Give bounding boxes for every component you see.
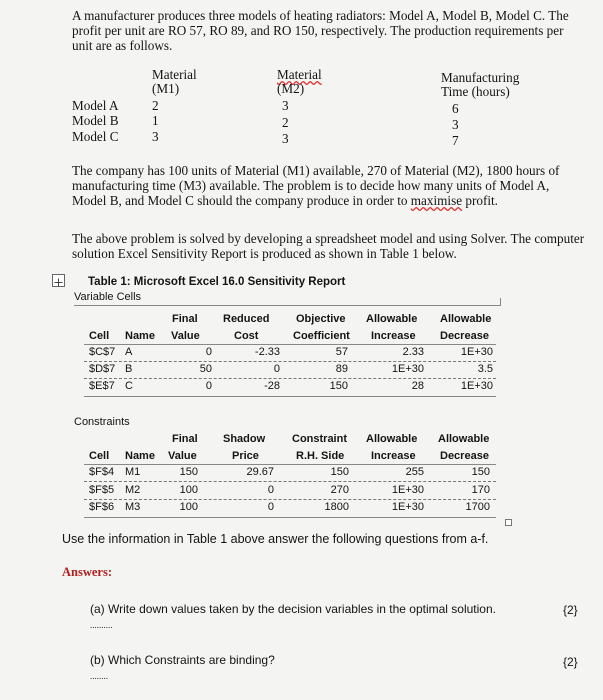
col-header-shadow: Shadow: [223, 433, 266, 445]
col-header-name: Name: [125, 330, 155, 342]
header-time-hours: Time (hours): [441, 84, 510, 99]
cell-shadow-price: 29.67: [246, 466, 274, 478]
constraints-heading: Constraints: [74, 416, 130, 428]
cell-allow-decrease: 1E+30: [460, 346, 493, 358]
cell-allow-decrease: 150: [471, 466, 490, 478]
cell-final-value: 0: [205, 380, 212, 392]
section-rule: [74, 305, 500, 306]
cell-allow-increase: 2.33: [402, 346, 424, 358]
cell-allow-increase: 1E+30: [391, 484, 424, 496]
col-header-allowable: Allowable: [366, 313, 418, 325]
table-bottom-rule: [84, 396, 496, 397]
spellcheck-word: maximise: [410, 193, 463, 208]
col-header-increase: Increase: [371, 450, 416, 462]
col-header-reduced: Reduced: [223, 313, 270, 325]
row-m1-value: 3: [152, 129, 159, 144]
cell-final-value: 150: [179, 466, 198, 478]
header-rule: [84, 464, 496, 465]
row-rule: [84, 499, 496, 500]
paragraph-text: The company has 100 units of Material (M1) available, 270 of Material (M2), 1800 hours of manufacturing time (M3) available. The problem is to decide how many units of Model A, Model B, and Model C should the company produce in order to: [72, 163, 560, 208]
table-move-handle-icon[interactable]: [52, 274, 65, 287]
header-material-m1: Material: [152, 67, 197, 82]
col-header-rhs: R.H. Side: [296, 450, 345, 462]
cell-objective-coef: 150: [329, 380, 348, 392]
cell-final-value: 100: [179, 501, 198, 513]
cell-objective-coef: 89: [335, 363, 348, 375]
row-m1-value: 1: [152, 113, 159, 128]
cell-allow-decrease: 1E+30: [460, 380, 493, 392]
col-header-cell: Cell: [89, 330, 110, 342]
row-time-value: 6: [452, 101, 459, 116]
cell-shadow-price: 0: [267, 501, 274, 513]
cell-ref: $C$7: [89, 346, 116, 358]
col-header-increase: Increase: [371, 330, 416, 342]
header-m1: (M1): [152, 81, 180, 96]
col-header-constraint: Constraint: [292, 433, 347, 445]
col-header-cell: Cell: [89, 450, 110, 462]
row-model-label: Model B: [72, 113, 119, 128]
cell-allow-increase: 1E+30: [391, 501, 424, 513]
cell-name: M2: [125, 484, 141, 496]
col-header-decrease: Decrease: [440, 330, 489, 342]
table-bottom-rule: [84, 517, 496, 518]
col-header-price: Price: [232, 450, 259, 462]
cell-objective-coef: 57: [335, 346, 348, 358]
cell-allow-increase: 28: [411, 380, 424, 392]
row-model-label: Model C: [72, 129, 119, 144]
answer-b-blank[interactable]: ........: [90, 671, 108, 681]
col-header-final: Final: [172, 313, 198, 325]
cell-name: B: [125, 363, 133, 375]
constraints-paragraph: [72, 163, 587, 208]
header-m2: (M2): [277, 81, 305, 96]
col-header-decrease: Decrease: [440, 450, 489, 462]
col-header-value: Value: [171, 330, 200, 342]
header-rule: [84, 344, 496, 345]
row-m2-value: 3: [282, 131, 289, 146]
section-rule-tick: [500, 298, 501, 306]
cell-rhs: 150: [330, 466, 349, 478]
move-cross-icon: [53, 277, 64, 288]
question-b-marks: {2}: [563, 655, 578, 669]
cell-shadow-price: 0: [267, 484, 274, 496]
question-a-marks: {2}: [563, 603, 578, 617]
report-title: Table 1: Microsoft Excel 16.0 Sensitivity Report: [88, 276, 346, 288]
col-header-allowable: Allowable: [366, 433, 418, 445]
cell-final-value: 0: [205, 346, 212, 358]
cell-reduced-cost: -28: [264, 380, 280, 392]
row-m2-value: 2: [282, 115, 289, 130]
cell-ref: $F$5: [89, 484, 115, 496]
cell-allow-increase: 255: [405, 466, 424, 478]
cell-rhs: 1800: [324, 501, 349, 513]
cell-final-value: 50: [199, 363, 212, 375]
row-m2-value: 3: [282, 98, 289, 113]
col-header-allowable: Allowable: [438, 433, 490, 445]
col-header-name: Name: [125, 450, 155, 462]
answers-label: Answers:: [62, 565, 112, 579]
cell-allow-decrease: 170: [471, 484, 490, 496]
cell-ref: $F$4: [89, 466, 115, 478]
cell-reduced-cost: -2.33: [254, 346, 280, 358]
header-material-m2: Material: [277, 67, 322, 82]
col-header-allowable: Allowable: [440, 313, 492, 325]
col-header-objective: Objective: [296, 313, 346, 325]
solver-paragraph: The above problem is solved by developing a spreadsheet model and using Solver. The computer solution Excel Sensitivity Report is produced as shown in Table 1 below.: [72, 231, 585, 261]
row-time-value: 7: [452, 133, 459, 148]
col-header-coefficient: Coefficient: [293, 330, 350, 342]
cell-ref: $D$7: [89, 363, 116, 375]
cell-final-value: 100: [179, 484, 198, 496]
row-time-value: 3: [452, 117, 459, 132]
instruction-text: Use the information in Table 1 above answer the following questions from a-f.: [62, 532, 489, 546]
row-rule: [84, 361, 496, 362]
cell-ref: $E$7: [89, 380, 115, 392]
cell-name: A: [125, 346, 133, 358]
row-model-label: Model A: [72, 98, 119, 113]
table-resize-handle[interactable]: [505, 519, 512, 526]
variable-cells-heading: Variable Cells: [74, 291, 142, 303]
question-a: (a) Write down values taken by the decision variables in the optimal solution.: [90, 602, 496, 616]
cell-allow-decrease: 3.5: [477, 363, 493, 375]
cell-name: M1: [125, 466, 141, 478]
col-header-cost: Cost: [234, 330, 259, 342]
cell-name: C: [125, 380, 133, 392]
header-manufacturing: Manufacturing: [441, 70, 520, 85]
cell-rhs: 270: [330, 484, 349, 496]
cell-name: M3: [125, 501, 141, 513]
intro-paragraph: A manufacturer produces three models of heating radiators: Model A, Model B, Model C. The profit per unit are RO 57, RO 89, and RO 150, respectively. The production requirements per unit are as follows.: [72, 8, 569, 53]
cell-allow-decrease: 1700: [465, 501, 490, 513]
cell-ref: $F$6: [89, 501, 115, 513]
question-b: (b) Which Constraints are binding?: [90, 653, 275, 667]
col-header-final: Final: [172, 433, 198, 445]
cell-reduced-cost: 0: [273, 363, 280, 375]
paragraph-text-end: profit.: [462, 193, 498, 208]
cell-allow-increase: 1E+30: [391, 363, 424, 375]
answer-a-blank[interactable]: ..........: [90, 620, 113, 630]
col-header-value: Value: [168, 450, 197, 462]
row-rule: [84, 481, 496, 482]
row-rule: [84, 378, 496, 379]
row-m1-value: 2: [152, 98, 159, 113]
